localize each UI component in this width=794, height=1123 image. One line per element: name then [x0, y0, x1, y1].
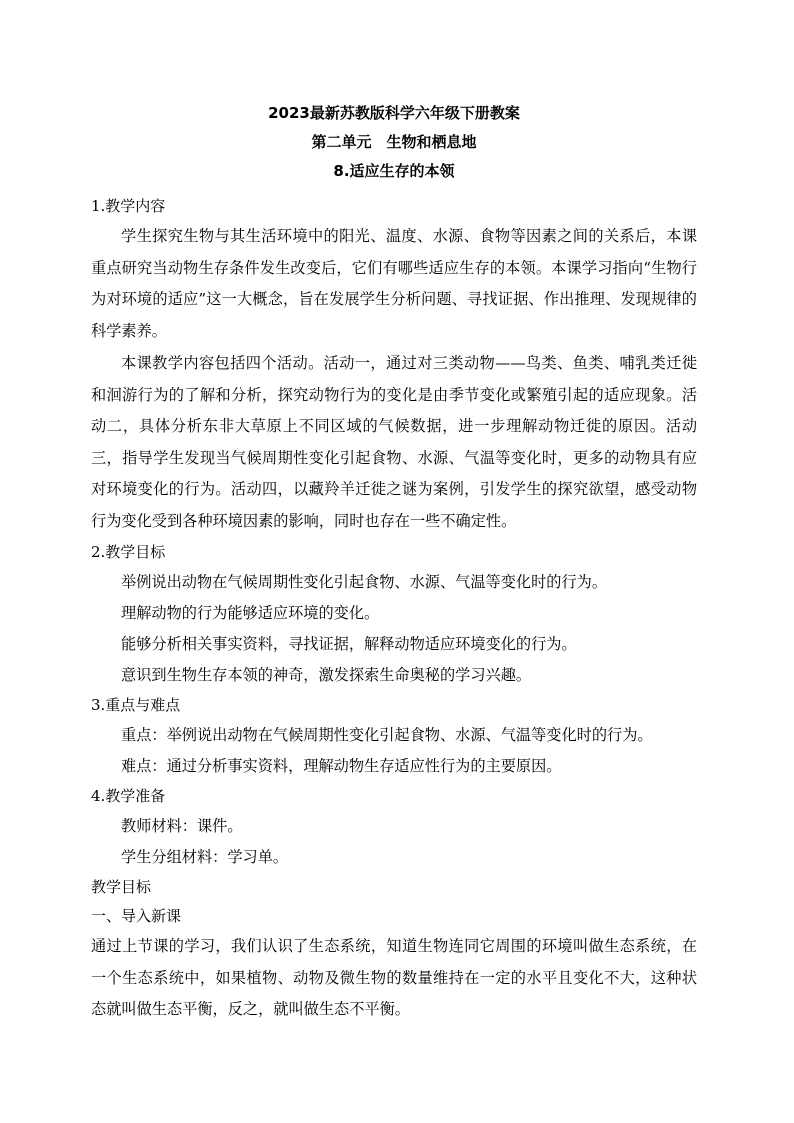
paragraph: 本课教学内容包括四个活动。活动一，通过对三类动物——鸟类、鱼类、哺乳类迁徙和洄游行为的了解和分析，探究动物行为的变化是由季节变化或繁殖引起的适应现象。活动二，具体分析东非大草原上不同区域的气候数据，进一步理解动物迁徙的原因。活动三，指导学生发现当气候周期性变化引起食物、水源、气温等变化时，更多的动物具有应对环境变化的行为。活动四，以藏羚羊迁徙之谜为案例，引发学生的探究欲望，感受动物行为变化受到各种环境因素的影响，同时也存在一些不确定性。 [91, 354, 697, 530]
list-item: 举例说出动物在气候周期性变化引起食物、水源、气温等变化时的行为。 [121, 573, 607, 591]
list-item: 重点：举例说出动物在气候周期性变化引起食物、水源、气温等变化时的行为。 [121, 726, 653, 744]
section-process [91, 873, 697, 1026]
section-key-points [91, 691, 697, 782]
section-heading: 2.教学目标 [91, 543, 166, 561]
list-item: 难点：通过分析事实资料，理解动物生存适应性行为的主要原因。 [121, 757, 562, 775]
paragraph: 通过上节课的学习，我们认识了生态系统，知道生物连同它周围的环境叫做生态系统，在一个生态系统中，如果植物、动物及微生物的数量维持在一定的水平且变化不大，这种状态就叫做生态平衡，反之，就叫做生态不平衡。 [91, 937, 697, 1018]
list-item: 意识到生物生存本领的神奇，激发探索生命奥秘的学习兴趣。 [121, 666, 532, 684]
step-heading: 一、导入新课 [91, 907, 182, 925]
list-item: 学生分组材料：学习单。 [121, 848, 289, 866]
lesson-title: 8.适应生存的本领 [333, 162, 455, 180]
list-item: 能够分析相关事实资料，寻找证据，解释动物适应环境变化的行为。 [121, 635, 577, 653]
section-heading: 1.教学内容 [91, 197, 166, 215]
unit-title: 第二单元 生物和栖息地 [311, 133, 477, 151]
list-item: 理解动物的行为能够适应环境的变化。 [121, 604, 380, 622]
document-title: 2023最新苏教版科学六年级下册教案 [268, 104, 520, 122]
title-block [91, 99, 697, 186]
list-item: 教师材料：课件。 [121, 817, 243, 835]
section-teaching-content [91, 192, 697, 537]
section-heading: 教学目标 [91, 878, 152, 896]
section-heading: 3.重点与难点 [91, 696, 181, 714]
section-teaching-goals [91, 538, 697, 691]
section-preparation [91, 782, 697, 873]
section-heading: 4.教学准备 [91, 787, 166, 805]
paragraph: 学生探究生物与其生活环境中的阳光、温度、水源、食物等因素之间的关系后，本课重点研究当动物生存条件发生改变后，它们有哪些适应生存的本领。本课学习指向“生物行为对环境的适应”这一大概念，旨在发展学生分析问题、寻找证据、作出推理、发现规律的科学素养。 [91, 227, 697, 340]
